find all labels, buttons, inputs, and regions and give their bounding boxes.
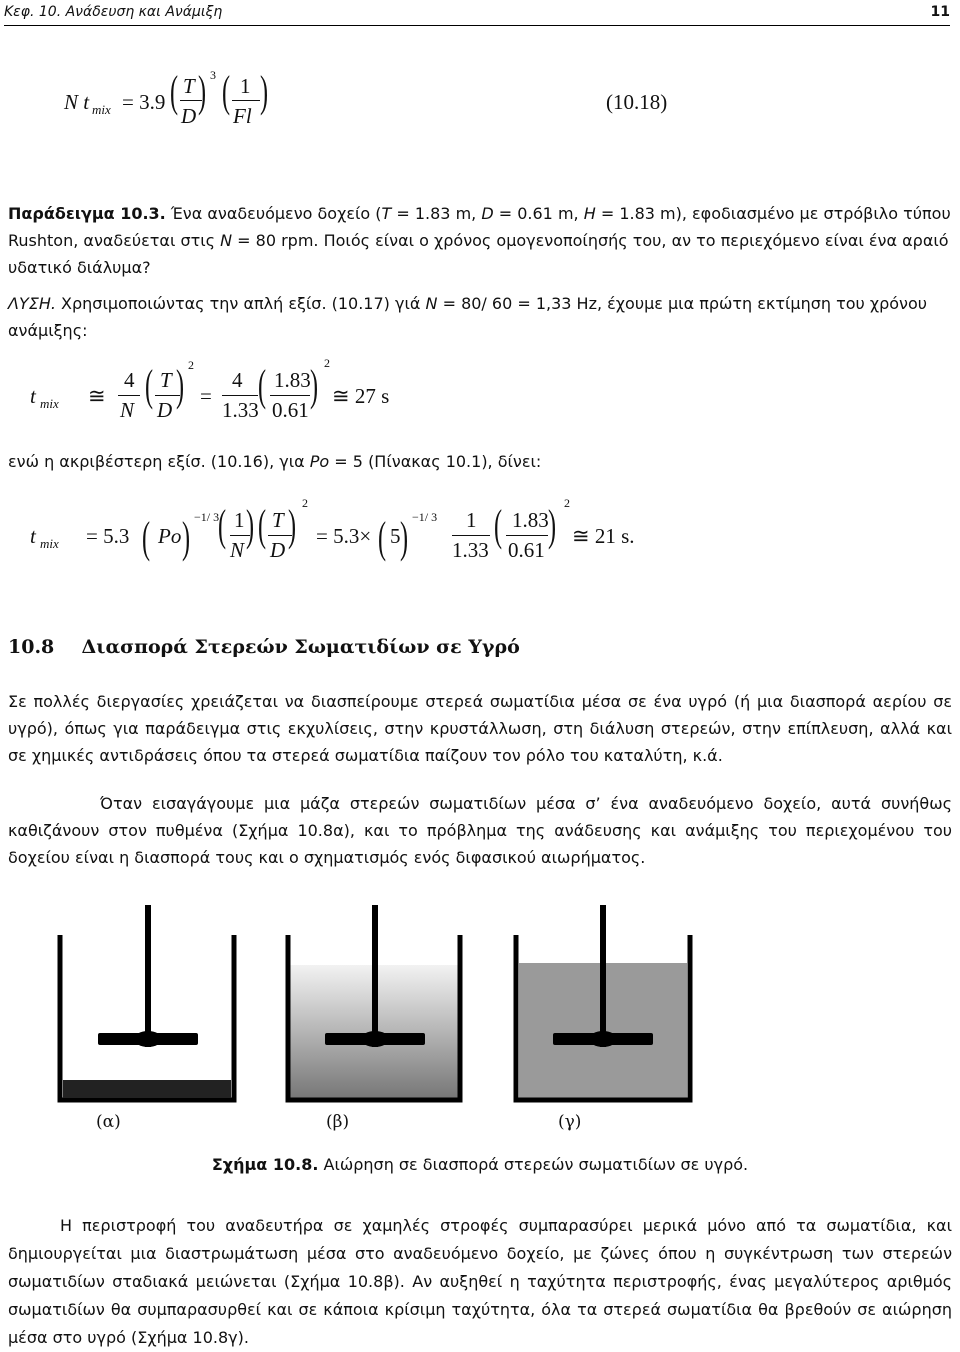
tank-c-shaft (600, 905, 606, 1047)
figure-tanks (0, 895, 960, 1115)
eq2-fraction-bar-3 (452, 535, 490, 536)
eq18-rparen-2: ) (260, 67, 269, 116)
eq2-equals: = 5.3× (316, 524, 372, 548)
eq1-lparen-1: ( (145, 361, 154, 410)
eq2-n133: 1.33 (452, 538, 489, 562)
tank-b (288, 905, 460, 1100)
figure-label-b: (β) (326, 1112, 350, 1132)
eq2-rparen-3: ) (548, 501, 557, 550)
solution-paragraph: ΛΥΣΗ. Χρησιμοποιώντας την απλή εξίσ. (10.17) γιά N = 80/ 60 = 1,33 Hz, έχουμε μια πρώτη εκτίμηση του χρόνου ανάμιξης: (8, 294, 928, 340)
eq2-rparen-po: ) (182, 513, 191, 562)
eq1-square-2: 2 (324, 356, 330, 370)
eq2-lparen-po: ( (142, 513, 151, 562)
example-label: Παράδειγμα 10.3. (8, 204, 166, 223)
tanks-svg (0, 895, 960, 1115)
section-heading (8, 636, 520, 658)
paragraph-3: Η περιστροφή του αναδευτήρα σε χαμηλές στροφές συμπαρασύρει μερικά μόνο από τα σωματίδια, και δημιουργείται μια διαστρωμάτωση μέσα στο αναδευόμενο δοχείο, με ζώνες όπου η συγκέντρωση των στερεών σωματιδίων σταδιακά μειώνεται (Σχήμα 10.8β). Αν αυξηθεί η ταχύτητα περιστροφής, ένας μεγαλύτερος αριθμός σωματιδίων θα συμπαρασυρθεί και σε κάποια κρίσιμη ταχύτητα, όλα τα στερεά σωματίδια θα βρεθούν σε αιώρηση μέσα στο υγρό (Σχήμα 10.8γ). (8, 1216, 952, 1347)
solution-label: ΛΥΣΗ. (8, 294, 56, 313)
eq1-four-2: 4 (232, 368, 243, 392)
eq18-Fl: Fl (233, 104, 252, 128)
eq18-mix-subscript: mix (92, 102, 111, 117)
eq1-square: 2 (188, 358, 194, 372)
eq1-result: ≅ 27 s (332, 384, 390, 408)
eq2-mix-subscript: mix (40, 536, 59, 551)
eq2-rparen-5: ) (400, 513, 409, 562)
page-number: 11 (930, 4, 950, 20)
eq2-lparen-2: ( (258, 501, 267, 550)
eq2-lparen-1: ( (218, 501, 227, 550)
eq2-square: 2 (302, 496, 308, 510)
eq2-lparen-5: ( (378, 513, 387, 562)
tank-a-hub (134, 1031, 162, 1047)
eq18-coefficient: = 3.9 (122, 90, 166, 114)
figure-caption (0, 1155, 960, 1174)
eq1-rparen-2: ) (310, 361, 319, 410)
eq2-N: N (230, 538, 245, 562)
eq1-n061: 0.61 (272, 398, 309, 422)
tank-a-sediment (63, 1080, 231, 1098)
eq1-lparen-2: ( (258, 361, 267, 410)
eq1-equals: = (200, 384, 212, 408)
eq2-one: 1 (234, 508, 245, 532)
eq2-exponent: −1/ 3 (194, 510, 220, 524)
figure-label-c: (γ) (558, 1112, 582, 1132)
eq1-D: D (157, 398, 173, 422)
equation-number-10-18: (10.18) (606, 90, 668, 114)
paragraph-1: Σε πολλές διεργασίες χρειάζεται να διασπείρουμε στερεά σωματίδια μέσα σε ένα υγρό (ή μια διασπορά αερίου σε υγρό), όπως για παράδειγμα στις εκχυλίσεις, στην κρυστάλλωση, στη διάλυση στερεών, στην επίπλευση, αλλά και σε χημικές αντιδράσεις όπου τα στερεά σωματίδια παίζουν τον ρόλο του καταλύτη, κ.ά. (8, 692, 952, 765)
equation-second-estimate (0, 0, 960, 580)
eq2-five: 5 (390, 524, 401, 548)
paragraph-2: Όταν εισαγάγουμε μια μάζα στερεών σωματιδίων μέσα σ’ ένα αναδευόμενο δοχείο, αυτά συνήθως καθιζάνουν στον πυθμένα (Σχήμα 10.8α), και το πρόβλημα της ανάδευσης και ανάμιξης του περιεχομένου του δοχείου είναι η διασπορά τους και ο σχηματισμός ενός διφασικού αιωρήματος. (8, 794, 952, 867)
eq18-nt: N t (64, 90, 90, 114)
eq2-rparen-2: ) (288, 501, 297, 550)
figure-label-a: (α) (96, 1112, 121, 1132)
tank-c-hub (589, 1031, 617, 1047)
eq18-exponent: 3 (210, 68, 216, 82)
eq2-lparen-3: ( (494, 501, 503, 550)
figure-caption-label: Σχήμα 10.8. (211, 1155, 319, 1174)
eq2-D: D (270, 538, 286, 562)
eq2-T: T (272, 508, 284, 532)
eq18-lparen-2: ( (222, 67, 231, 116)
tank-c (516, 905, 690, 1100)
tank-a-shaft (145, 905, 151, 1047)
eq1-approx: ≅ (88, 384, 106, 408)
eq1-four: 4 (124, 368, 135, 392)
eq18-rparen-1: ) (198, 67, 207, 116)
eq1-t: t (30, 384, 36, 408)
eq2-n183: 1.83 (512, 508, 549, 532)
eq1-n133: 1.33 (222, 398, 259, 422)
section-number: 10.8 (8, 636, 55, 658)
example-paragraph: Παράδειγμα 10.3. Ένα αναδευόμενο δοχείο (T = 1.83 m, D = 0.61 m, H = 1.83 m), εφοδιασμένο με στρόβιλο τύπου Rushton, αναδεύεται στις N = 80 rpm. Ποιός είναι ο χρόνος ομογενοποίησής του, αν το περιεχόμενο είναι ένα αραιό υδατικό διάλυμα? (8, 204, 951, 277)
tank-b-shaft (372, 905, 378, 1047)
eq1-T: T (160, 368, 172, 392)
eq2-exponent-2: −1/ 3 (412, 510, 438, 524)
eq1-mix-subscript: mix (40, 396, 59, 411)
tank-a (60, 905, 234, 1100)
eq2-n061: 0.61 (508, 538, 545, 562)
eq2-t: t (30, 524, 36, 548)
eq1-rparen-1: ) (176, 361, 185, 410)
eq2-square-2: 2 (564, 496, 570, 510)
eq2-rparen-1: ) (246, 501, 255, 550)
tank-b-hub (361, 1031, 389, 1047)
eq18-T: T (183, 74, 195, 98)
eq2-one-2: 1 (466, 508, 477, 532)
eq18-one: 1 (240, 74, 251, 98)
chapter-title: Κεφ. 10. Ανάδευση και Ανάμιξη (4, 4, 223, 20)
eq18-D: D (181, 104, 197, 128)
transition-text: ενώ η ακριβέστερη εξίσ. (10.16), για Po = 5 (Πίνακας 10.1), δίνει: (8, 452, 542, 471)
eq2-coefficient: = 5.3 (86, 524, 130, 548)
eq18-lparen-1: ( (170, 67, 179, 116)
eq1-N: N (120, 398, 135, 422)
figure-caption-text: Αιώρηση σε διασπορά στερεών σωματιδίων σε υγρό. (318, 1155, 749, 1174)
eq1-n183: 1.83 (274, 368, 311, 392)
section-title: Διασπορά Στερεών Σωματιδίων σε Υγρό (81, 636, 520, 658)
eq2-fraction-bar-4 (506, 535, 548, 536)
eq2-Po: Po (158, 524, 182, 548)
eq2-result: ≅ 21 s. (572, 524, 635, 548)
